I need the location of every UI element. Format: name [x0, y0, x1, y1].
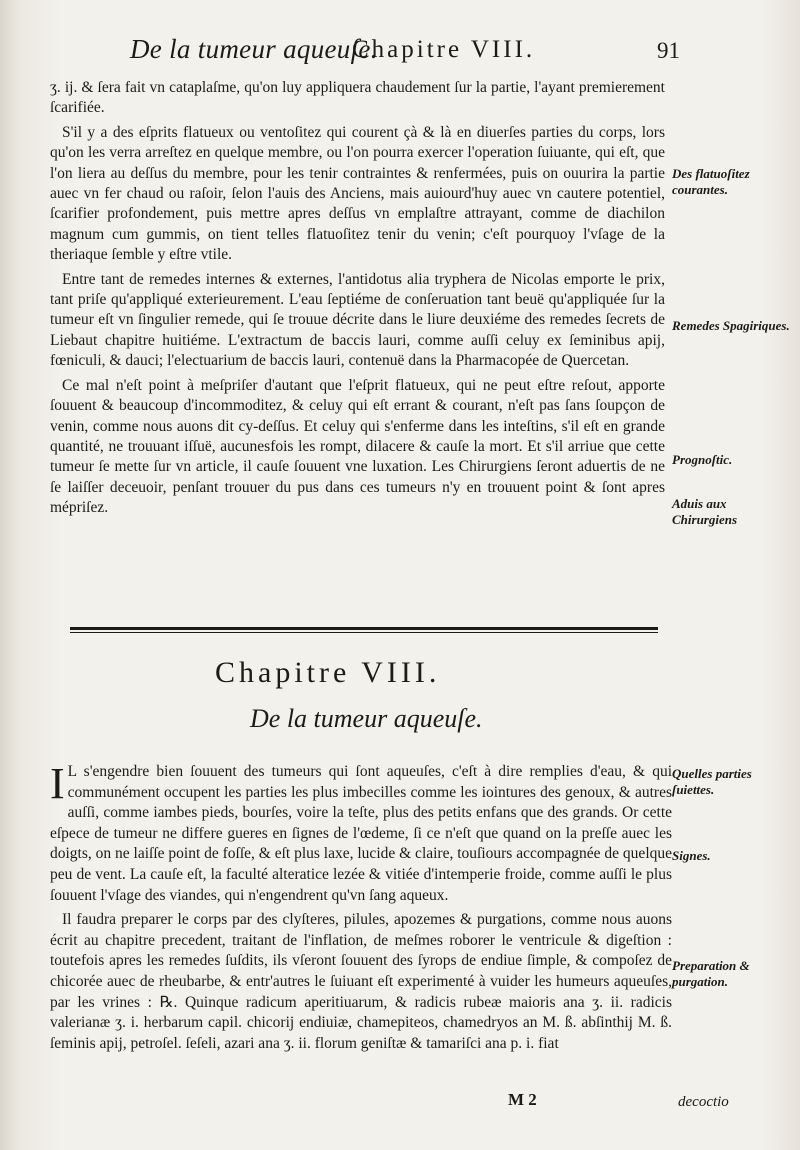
header-chapter: Chapitre VIII.	[352, 36, 536, 63]
paragraph: Ce mal n'eſt point à meſpriſer d'autant que l'eſprit flatueux, qui ne peut eſtre reſout, apporte ſouuent & beaucoup d'incommoditez, & celuy qui eſt errant & courant, n'eſt pas ſans ſoupçon de venin, comme nous auons dit cy-deſſus. Et celuy qui s'enferme dans les inteſtins, s'il eſt en grande quantité, ne trouuant iſſuë, aucunesfois les rompt, dilacere & cauſe la mort. Et s'il arriue que cette tumeur ſe mette ſur vn article, il cauſe ſouuent vne luxation. Les Chirurgiens ſeront aduertis de ne ſe laiſſer deceuoir, penſant trouuer du pus dans ces tumeurs n'y en trouuent point & ſont apres mépriſez.	[50, 376, 665, 517]
page-number: 91	[657, 38, 680, 63]
running-title: De la tumeur aqueuſe.	[130, 34, 378, 64]
running-header	[120, 30, 680, 72]
margin-note: Signes.	[672, 848, 711, 863]
paragraph: ʒ. ij. & ſera fait vn cataplaſme, qu'on luy appliquera chaudement ſur la partie, l'ayant premierement ſcarifiée.	[50, 79, 665, 117]
signature-mark: M 2	[508, 1090, 537, 1109]
margin-note: Aduis aux Chirurgiens	[672, 496, 738, 527]
drop-cap: I	[50, 759, 65, 808]
margin-note: Remedes Spagiriques.	[672, 318, 790, 333]
paragraph: Entre tant de remedes internes & externes, l'antidotus alia tryphera de Nicolas emporte le prix, tant priſe qu'appliqué exterieurement. L'eau ſeptiéme de conſeruation tant beuë qu'appliquée ſur la tumeur eſt vn ſingulier remede, qui ſe trouue décrite dans le liure deuxiéme des remedes ſecrets de Liebaut chapitre huitiéme. L'extractum de baccis lauri, comme auſſi celuy ex ſeminibus apij, fœniculi, & dauci; l'electuarium de baccis lauri, contenuë dans la Pharmacopée de Quercetan.	[50, 270, 665, 370]
margin-note: Preparation & purgation.	[672, 958, 750, 989]
paragraph: Il faudra preparer le corps par des clyſteres, pilules, apozemes & purgations, comme nous auons écrit au chapitre precedent, traitant de l'inflation, de meſmes roborer le ventricule & digeſtion : toutefois apres les remedes ſuſdits, ils vſeront ſouuent des ſyrops de endiue ſimple, & compoſez de chicorée auec de rheubarbe, & entr'autres le ſuiuant eſt experimenté à vuider les humeurs aqueuſes, par les vrines : ℞. Quinque radicum aperitiuarum, & radicis rubeæ maioris ana ʒ. ii. radicis valerianæ ʒ. i. herbarum capil. chicorij endiuiæ, chamepiteos, chamedryos an M. ß. abſinthij M. ß. ſeminis apij, petroſel. ſeſeli, azari ana ʒ. ii. florum geniſtæ & tamariſci ana p. i. fiat	[50, 911, 672, 1052]
margin-note: Quelles parties ſuiettes.	[672, 766, 752, 797]
margin-note: Prognoſtic.	[672, 452, 733, 467]
paragraph: S'il y a des eſprits flatueux ou ventoſitez qui courent çà & là en diuerſes parties du corps, lors qu'on les verra arreſtez en quelque membre, ou l'on pourra exercer l'operation ſuiuante, qui eſt, que l'on liera au deſſus du membre, pour les tenir contraintes & renfermées, puis on ouurira la partie auec vn fer chaud ou raſoir, ſelon l'auis des Anciens, mais auiourd'huy auec vn cautere potentiel, ſcarifier profondement, puis mettre apres deſſus vn emplaſtre attrayant, comme de diachilon magnum cum gummis, on tient telles flatuoſitez tenir du venin; c'eſt pourquoy l'vſage de la theriaque ſemble y eſtre vtile.	[50, 123, 665, 264]
chapter-text	[50, 759, 672, 1054]
paragraph-text: L s'engendre bien ſouuent des tumeurs qui ſont aqueuſes, c'eſt à dire remplies d'eau, & qui communément occupent les parties les plus imbecilles comme les iointures des genoux, & autres auſſi, comme iambes pieds, bourſes, voire la teſte, plus des petits enfans que des grands. Or cette eſpece de tumeur ne differe gueres en ſignes de l'œdeme, ſi ce n'eſt que quand on la preſſe auec les doigts, on ne laiſſe point de foſſe, & eſt plus laxe, lucide & claire, touſiours accompagnée de quelque peu de vent. La cauſe eſt, la faculté alteratice lezée & vitiée d'intemperie froide, comme auſſi le plus ſouuent l'vſage des viandes, qui n'engendrent qu'vn ſang aqueux.	[50, 763, 672, 904]
catchword: decoctio	[678, 1094, 729, 1110]
previous-chapter-text	[50, 78, 665, 519]
section-rule	[70, 627, 658, 630]
paragraph	[50, 759, 672, 906]
section-rule-thin	[70, 632, 658, 633]
chapter-subheading: De la tumeur aqueuſe.	[250, 704, 483, 733]
chapter-heading: Chapitre VIII.	[215, 656, 441, 689]
margin-note: Des flatuoſitez courantes.	[672, 166, 750, 197]
